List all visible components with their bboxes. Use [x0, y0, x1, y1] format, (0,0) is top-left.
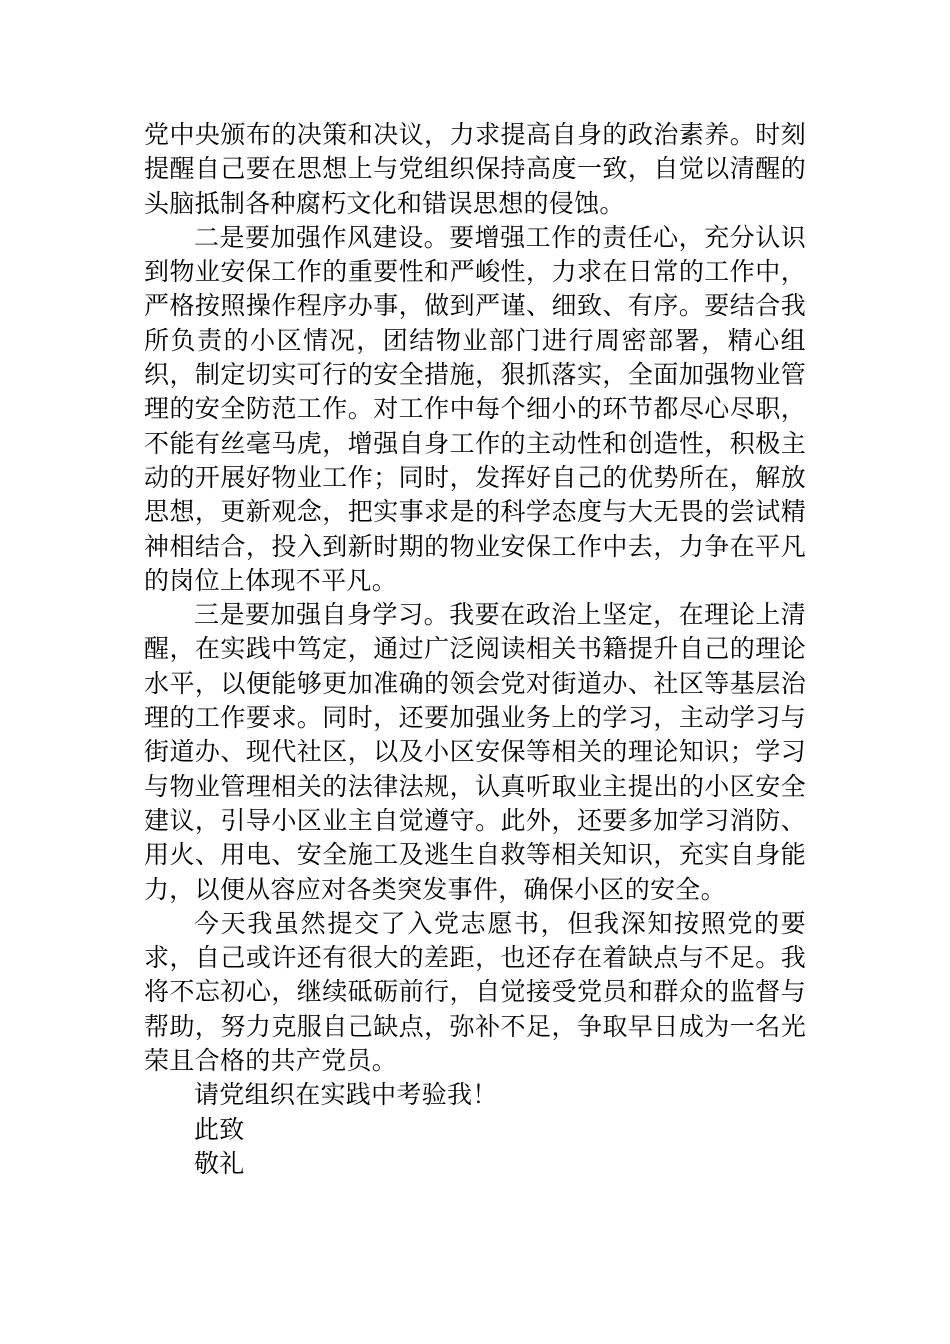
salutation-cizhi: 此致: [194, 1114, 245, 1144]
paragraph-continuation: 党中央颁布的决策和决议，力求提高自身的政治素养。时刻提醒自己要在思想上与党组织保持高度一致，自觉以清醒的头脑抵制各种腐朽文化和错误思想的侵蚀。: [144, 120, 806, 218]
closing-request: 请党组织在实践中考验我！: [194, 1080, 498, 1110]
salutation-jingli: 敬礼: [194, 1148, 245, 1178]
paragraph-self-study: 三是要加强自身学习。我要在政治上坚定，在理论上清醒，在实践中笃定，通过广泛阅读相关书籍提升自己的理论水平，以便能够更加准确的领会党对街道办、社区等基层治理的工作要求。同时，还要加强业务上的学习，主动学习与街道办、现代社区，以及小区安保等相关的理论知识；学习与物业管理相关的法律法规，认真听取业主提出的小区安全建议，引导小区业主自觉遵守。此外，还要多加学习消防、用火、用电、安全施工及逃生自救等相关知识，充实自身能力，以便从容应对各类突发事件，确保小区的安全。: [144, 600, 806, 904]
paragraph-conclusion: 今天我虽然提交了入党志愿书，但我深知按照党的要求，自己或许还有很大的差距，也还存在着缺点与不足。我将不忘初心，继续砥砺前行，自觉接受党员和群众的监督与帮助，努力克服自己缺点，弥补不足，争取早日成为一名光荣且合格的共产党员。: [144, 908, 806, 1076]
paragraph-work-style: 二是要加强作风建设。要增强工作的责任心，充分认识到物业安保工作的重要性和严峻性，力求在日常的工作中，严格按照操作程序办事，做到严谨、细致、有序。要结合我所负责的小区情况，团结物业部门进行周密部署，精心组织，制定切实可行的安全措施，狠抓落实，全面加强物业管理的安全防范工作。对工作中每个细小的环节都尽心尽职，不能有丝毫马虎，增强自身工作的主动性和创造性，积极主动的开展好物业工作；同时，发挥好自己的优势所在，解放思想，更新观念，把实事求是的科学态度与大无畏的尝试精神相结合，投入到新时期的物业安保工作中去，力争在平凡的岗位上体现不平凡。: [144, 222, 806, 595]
document-page: [144, 118, 806, 1181]
